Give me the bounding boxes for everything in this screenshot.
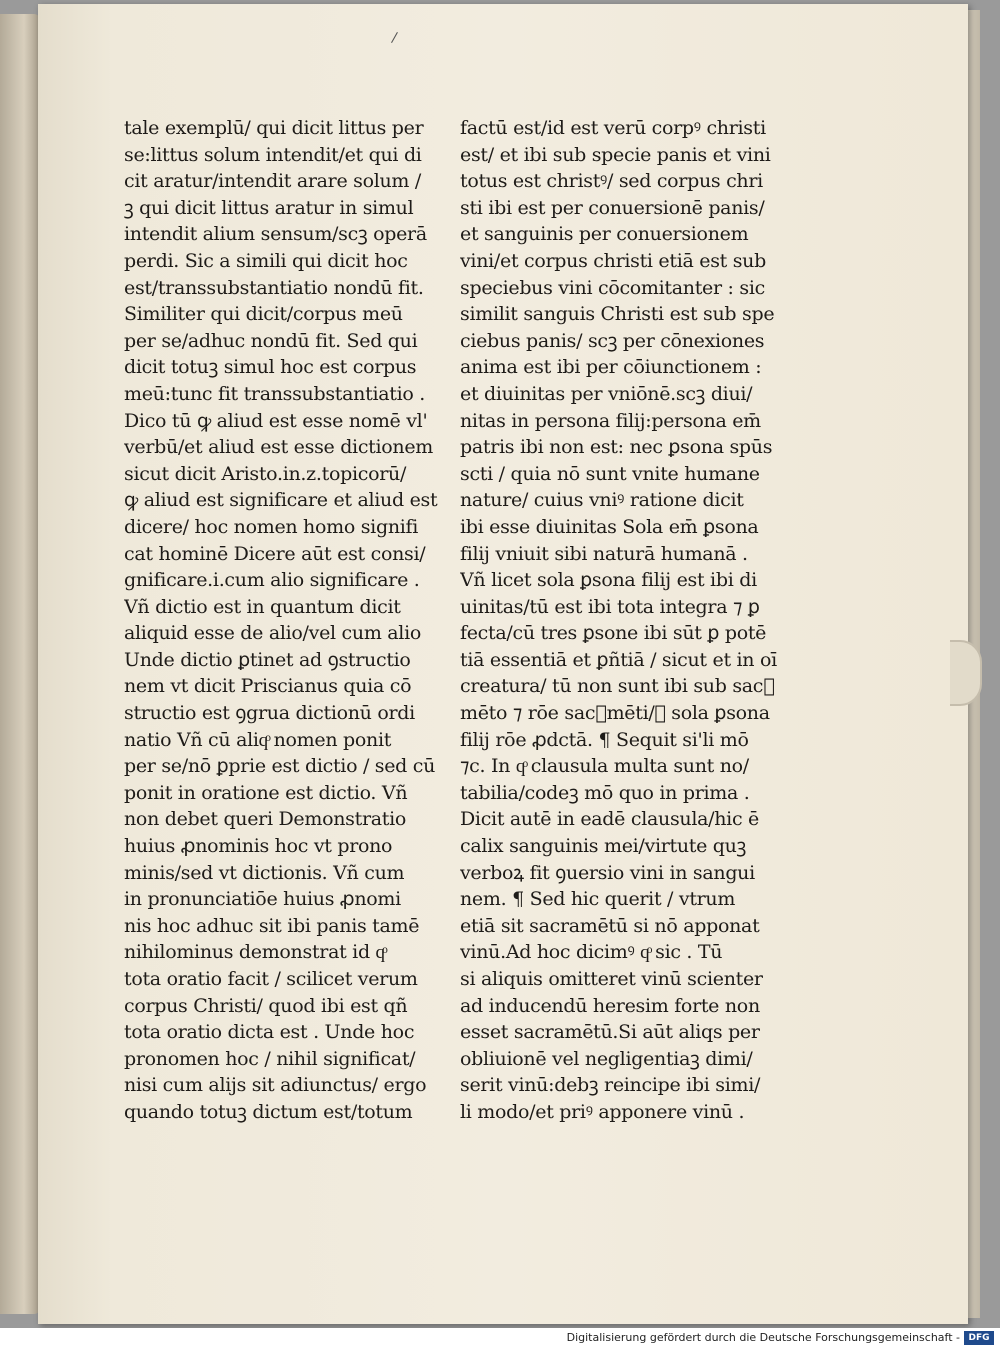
text-line: cat hominē Dicere aūt est consi/ [124, 542, 426, 565]
text-line: ad inducendū heresim forte non [460, 994, 760, 1017]
text-line: Dico tū ꝙ aliud est esse nomē vl' [124, 409, 428, 432]
text-line: dicit totuꝫ simul hoc est corpus [124, 356, 417, 379]
text-line: Dicit autē in eadē clausula/hic ē [460, 808, 759, 831]
text-line: obliuionē vel negligentiaꝫ dimi/ [460, 1047, 753, 1070]
text-line: ⁊c. In qͦ clausula multa sunt no/ [460, 755, 749, 778]
text-line: creatura/ tū non sunt ibi sub sacᷓ [460, 675, 775, 698]
text-line: tabilia/codeꝫ mō quo in prima . [460, 781, 750, 804]
text-line: meū:tunc fit transsubstantiatio . [124, 382, 425, 405]
text-line: quando totuꝫ dictum est/totum [124, 1100, 413, 1123]
text-line: serit vinū:debꝫ reincipe ibi simi/ [460, 1074, 761, 1097]
text-line: pronomen hoc / nihil significat/ [124, 1047, 416, 1070]
text-line: anima est ibi per cōiunctionem : [460, 356, 762, 379]
text-line: ibi esse diuinitas Sola em̄ ꝑsona [460, 515, 759, 538]
text-line: minis/sed vt dictionis. Vñ cum [124, 861, 405, 884]
text-line: et diuinitas per vniōnē.scꝫ diui/ [460, 382, 753, 405]
text-line: natio Vñ cū aliqͦ nomen ponit [124, 728, 392, 751]
text-line: tiā essentiā et ꝑñtiā / sicut et in oī [460, 648, 777, 671]
left-text-column [124, 115, 442, 1126]
text-line: se:littus solum intendit/et qui di [124, 143, 422, 166]
text-line: patris ibi non est: nec ꝑsona spūs [460, 436, 773, 459]
dfg-logo: DFG [964, 1331, 994, 1345]
text-line: perdi. Sic a simili qui dicit hoc [124, 249, 408, 272]
text-line: li modo/et priꝰ apponere vinū . [460, 1100, 745, 1123]
text-line: cit aratur/intendit arare solum / [124, 170, 421, 193]
text-line: ciebus panis/ scꝫ per cōnexiones [460, 329, 765, 352]
text-line: tota oratio dicta est . Unde hoc [124, 1021, 415, 1044]
text-line: huius ꝓnominis hoc vt prono [124, 835, 393, 858]
page-tab-marker [950, 640, 982, 706]
text-line: similit sanguis Christi est sub spe [460, 303, 775, 326]
text-line: sti ibi est per conuersionē panis/ [460, 196, 765, 219]
text-line: per se/nō ꝑprie est dictio / sed cū [124, 755, 436, 778]
text-line: calix sanguinis mei/virtute quꝫ [460, 835, 747, 858]
text-line: etiā sit sacramētū si nō apponat [460, 914, 760, 937]
text-line: nisi cum alijs sit adiunctus/ ergo [124, 1074, 427, 1097]
text-line: corpus Christi/ quod ibi est qñ [124, 994, 408, 1017]
text-line: nitas in persona filij:persona em̄ [460, 409, 761, 432]
text-line: factū est/id est verū corpꝰ christi [460, 117, 766, 139]
text-line: tota oratio facit / scilicet verum [124, 968, 418, 990]
text-line: Unde dictio ꝑtinet ad ꝯstructio [124, 648, 411, 671]
text-line: nihilominus demonstrat id qͦ [124, 941, 385, 964]
text-line: scti / quia nō sunt vnite humane [460, 462, 760, 485]
text-line: dicere/ hoc nomen homo signifi [124, 515, 419, 538]
text-line: aliquid esse de alio/vel cum alio [124, 622, 422, 645]
text-line: ꝫ qui dicit littus aratur in simul [124, 196, 414, 219]
text-line: nem. ¶ Sed hic querit / vtrum [460, 888, 736, 911]
text-line: vini/et corpus christi etiā est sub [460, 249, 766, 272]
text-line: mēto ⁊ rōe sacᷓmēti/ꝫ sola ꝑsona [460, 702, 770, 725]
text-line: tale exemplū/ qui dicit littus per [124, 117, 424, 139]
text-line: Vñ licet sola ꝑsona filij est ibi di [460, 569, 757, 592]
text-line: structio est ꝯgrua dictionū ordi [124, 702, 415, 725]
page-mark: / [390, 29, 399, 47]
text-line: nis hoc adhuc sit ibi panis tamē [124, 914, 420, 937]
left-page-edge [0, 14, 40, 1314]
text-line: intendit alium sensum/scꝫ operā [124, 223, 427, 246]
right-text-column [460, 115, 785, 1126]
text-line: uinitas/tū est ibi tota integra ⁊ ꝑ [460, 595, 760, 618]
text-line: Similiter qui dicit/corpus meū [124, 303, 403, 326]
text-line: sicut dicit Aristo.in.z.topicorū/ [124, 462, 407, 485]
text-line: ꝙ aliud est significare et aliud est [124, 489, 438, 512]
text-line: ponit in oratione est dictio. Vñ [124, 781, 408, 804]
text-line: Vñ dictio est in quantum dicit [124, 595, 401, 618]
text-line: filij vniuit sibi naturā humanā . [460, 542, 748, 565]
text-line: nem vt dicit Priscianus quia cō [124, 675, 412, 698]
text-line: gnificare.i.cum alio significare . [124, 569, 420, 592]
text-line: est/transsubstantiatio nondū fit. [124, 276, 424, 299]
text-line: vinū.Ad hoc dicimꝰ qͦ sic . Tū [460, 941, 723, 964]
text-line: per se/adhuc nondū fit. Sed qui [124, 329, 418, 352]
text-line: si aliquis omitteret vinū scienter [460, 968, 763, 990]
text-line: speciebus vini cōcomitanter : sic [460, 276, 765, 299]
text-line: in pronunciatiōe huius ꝓnomi [124, 888, 401, 911]
text-line: est/ et ibi sub specie panis et vini [460, 143, 771, 166]
text-line: verbū/et aliud est esse dictionem [124, 436, 434, 459]
text-line: esset sacramētū.Si aūt aliqs per [460, 1021, 760, 1044]
text-line: et sanguinis per conuersionem [460, 223, 749, 246]
text-line: verboꝝ fit ꝯuersio vini in sangui [460, 861, 755, 884]
text-line: filij rōe ꝓdctā. ¶ Sequit si'li mō [460, 728, 749, 751]
text-line: non debet queri Demonstratio [124, 808, 406, 831]
text-line: nature/ cuius vniꝰ ratione dicit [460, 489, 744, 512]
text-line: fecta/cū tres ꝑsone ibi sūt ꝑ potē [460, 622, 767, 645]
footer-credit: Digitalisierung gefördert durch die Deutsche Forschungsgemeinschaft - [566, 1331, 960, 1344]
text-line: totus est christꝰ/ sed corpus chri [460, 170, 763, 193]
